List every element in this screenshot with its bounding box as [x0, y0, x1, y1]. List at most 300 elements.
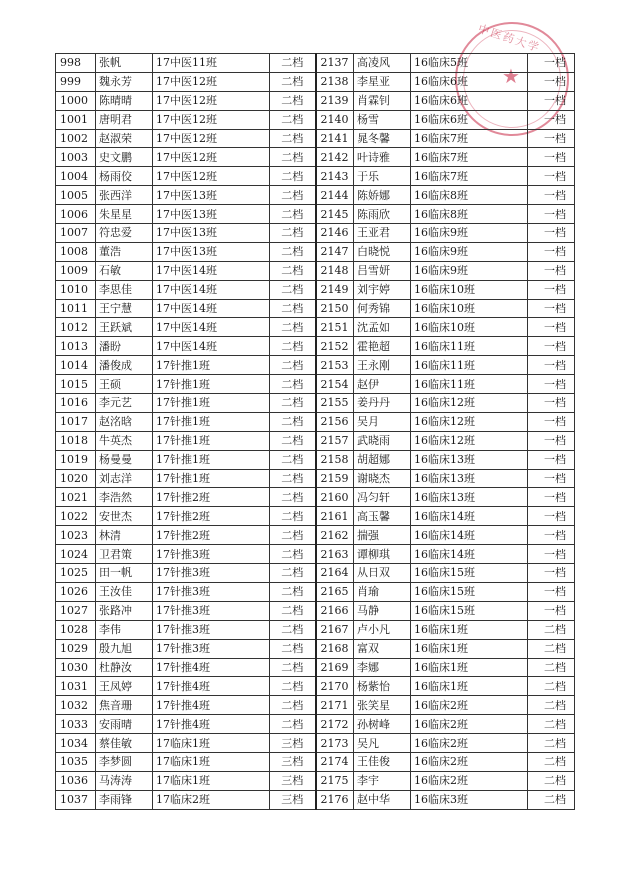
cell-name-left: 董浩: [96, 242, 153, 261]
cell-number-left: 1011: [56, 299, 96, 318]
cell-class-right: 16临床11班: [411, 356, 528, 375]
cell-number-right: 2172: [316, 715, 354, 734]
cell-name-left: 李伟: [96, 620, 153, 639]
cell-grade-right: 一档: [528, 242, 575, 261]
cell-class-right: 16临床1班: [411, 620, 528, 639]
cell-name-left: 符忠爱: [96, 224, 153, 243]
cell-grade-right: 二档: [528, 771, 575, 790]
table-row: [56, 280, 575, 299]
cell-number-left: 1027: [56, 601, 96, 620]
cell-number-right: 2171: [316, 696, 354, 715]
cell-class-right: 16临床6班: [411, 91, 528, 110]
cell-grade-right: 一档: [528, 526, 575, 545]
table-row: [56, 658, 575, 677]
cell-name-right: 杨紫怡: [354, 677, 411, 696]
cell-name-right: 孙树峰: [354, 715, 411, 734]
cell-number-left: 999: [56, 72, 96, 91]
cell-grade-right: 一档: [528, 601, 575, 620]
table-row: [56, 752, 575, 771]
cell-grade-right: 一档: [528, 91, 575, 110]
cell-class-right: 16临床10班: [411, 299, 528, 318]
cell-grade-right: 一档: [528, 375, 575, 394]
cell-number-right: 2164: [316, 564, 354, 583]
table-row: [56, 110, 575, 129]
table-row: [56, 54, 575, 73]
cell-grade-left: 二档: [270, 261, 316, 280]
cell-name-left: 杨雨佼: [96, 167, 153, 186]
cell-number-left: 1029: [56, 639, 96, 658]
cell-number-right: 2153: [316, 356, 354, 375]
cell-class-right: 16临床15班: [411, 582, 528, 601]
cell-class-right: 16临床2班: [411, 696, 528, 715]
cell-number-left: 1018: [56, 431, 96, 450]
cell-name-left: 王凤婷: [96, 677, 153, 696]
table-row: [56, 639, 575, 658]
cell-number-right: 2160: [316, 488, 354, 507]
cell-grade-right: 一档: [528, 469, 575, 488]
cell-class-right: 16临床2班: [411, 771, 528, 790]
cell-class-right: 16临床13班: [411, 469, 528, 488]
cell-grade-right: 一档: [528, 167, 575, 186]
cell-grade-left: 二档: [270, 280, 316, 299]
cell-number-left: 1015: [56, 375, 96, 394]
cell-name-left: 赵洺晗: [96, 412, 153, 431]
cell-grade-left: 二档: [270, 526, 316, 545]
table-row: [56, 677, 575, 696]
cell-name-right: 沈孟如: [354, 318, 411, 337]
cell-class-left: 17针推1班: [153, 450, 270, 469]
cell-grade-right: 一档: [528, 431, 575, 450]
table-row: [56, 224, 575, 243]
cell-number-left: 1003: [56, 148, 96, 167]
cell-number-right: 2173: [316, 734, 354, 753]
cell-class-left: 17针推1班: [153, 394, 270, 413]
cell-name-left: 焦音珊: [96, 696, 153, 715]
cell-number-left: 1017: [56, 412, 96, 431]
cell-name-left: 田一帆: [96, 564, 153, 583]
cell-grade-left: 二档: [270, 545, 316, 564]
cell-number-left: 1014: [56, 356, 96, 375]
cell-grade-right: 一档: [528, 72, 575, 91]
cell-number-right: 2146: [316, 224, 354, 243]
cell-name-right: 赵中华: [354, 790, 411, 809]
cell-number-right: 2150: [316, 299, 354, 318]
cell-class-right: 16临床14班: [411, 545, 528, 564]
cell-number-right: 2141: [316, 129, 354, 148]
cell-name-left: 李雨锋: [96, 790, 153, 809]
cell-class-left: 17中医12班: [153, 148, 270, 167]
cell-name-left: 王跃斌: [96, 318, 153, 337]
cell-number-right: 2166: [316, 601, 354, 620]
cell-class-left: 17针推3班: [153, 639, 270, 658]
cell-class-right: 16临床13班: [411, 488, 528, 507]
cell-grade-left: 二档: [270, 224, 316, 243]
cell-grade-left: 二档: [270, 186, 316, 205]
cell-class-left: 17中医14班: [153, 280, 270, 299]
cell-class-left: 17中医12班: [153, 91, 270, 110]
cell-name-left: 杨曼曼: [96, 450, 153, 469]
cell-grade-right: 一档: [528, 224, 575, 243]
cell-name-right: 姜丹丹: [354, 394, 411, 413]
cell-class-left: 17针推4班: [153, 677, 270, 696]
cell-class-right: 16临床12班: [411, 431, 528, 450]
cell-class-right: 16临床10班: [411, 318, 528, 337]
cell-class-left: 17针推3班: [153, 582, 270, 601]
cell-name-right: 揣强: [354, 526, 411, 545]
cell-name-left: 朱星星: [96, 205, 153, 224]
cell-grade-left: 二档: [270, 54, 316, 73]
cell-class-left: 17针推1班: [153, 356, 270, 375]
cell-grade-left: 二档: [270, 469, 316, 488]
cell-number-left: 1033: [56, 715, 96, 734]
cell-grade-right: 二档: [528, 752, 575, 771]
cell-grade-left: 二档: [270, 129, 316, 148]
cell-name-left: 石敏: [96, 261, 153, 280]
cell-grade-left: 二档: [270, 564, 316, 583]
cell-grade-left: 二档: [270, 582, 316, 601]
cell-class-right: 16临床14班: [411, 507, 528, 526]
cell-name-right: 李娜: [354, 658, 411, 677]
cell-class-left: 17中医13班: [153, 242, 270, 261]
cell-name-left: 李梦圆: [96, 752, 153, 771]
cell-number-left: 1019: [56, 450, 96, 469]
table-row: [56, 356, 575, 375]
cell-name-left: 唐明君: [96, 110, 153, 129]
cell-class-left: 17临床1班: [153, 771, 270, 790]
cell-grade-right: 一档: [528, 582, 575, 601]
cell-number-right: 2137: [316, 54, 354, 73]
cell-grade-left: 二档: [270, 375, 316, 394]
table-row: [56, 771, 575, 790]
cell-grade-left: 二档: [270, 110, 316, 129]
cell-number-left: 1005: [56, 186, 96, 205]
cell-number-left: 1001: [56, 110, 96, 129]
cell-number-left: 1030: [56, 658, 96, 677]
cell-grade-right: 一档: [528, 129, 575, 148]
cell-grade-left: 三档: [270, 790, 316, 809]
cell-class-left: 17中医14班: [153, 318, 270, 337]
cell-name-right: 杨雪: [354, 110, 411, 129]
cell-grade-left: 二档: [270, 601, 316, 620]
cell-name-right: 吴凡: [354, 734, 411, 753]
table-row: [56, 545, 575, 564]
table-row: [56, 205, 575, 224]
cell-class-right: 16临床1班: [411, 639, 528, 658]
cell-grade-right: 二档: [528, 734, 575, 753]
table-row: [56, 91, 575, 110]
cell-class-left: 17针推3班: [153, 545, 270, 564]
cell-number-right: 2145: [316, 205, 354, 224]
cell-class-left: 17中医12班: [153, 72, 270, 91]
cell-name-right: 刘宇婷: [354, 280, 411, 299]
table-row: [56, 129, 575, 148]
cell-number-right: 2154: [316, 375, 354, 394]
table-row: [56, 507, 575, 526]
cell-number-right: 2158: [316, 450, 354, 469]
cell-grade-right: 一档: [528, 356, 575, 375]
cell-number-right: 2168: [316, 639, 354, 658]
table-row: [56, 488, 575, 507]
cell-number-right: 2138: [316, 72, 354, 91]
cell-name-left: 王宁慧: [96, 299, 153, 318]
cell-class-left: 17中医14班: [153, 261, 270, 280]
cell-grade-right: 一档: [528, 488, 575, 507]
cell-name-right: 马静: [354, 601, 411, 620]
cell-name-right: 张笑星: [354, 696, 411, 715]
cell-grade-left: 二档: [270, 318, 316, 337]
cell-grade-left: 二档: [270, 72, 316, 91]
table-row: [56, 431, 575, 450]
cell-grade-left: 三档: [270, 771, 316, 790]
cell-class-left: 17中医12班: [153, 110, 270, 129]
cell-name-right: 高玉馨: [354, 507, 411, 526]
cell-name-left: 李元艺: [96, 394, 153, 413]
cell-number-left: 1032: [56, 696, 96, 715]
cell-class-right: 16临床9班: [411, 242, 528, 261]
cell-grade-left: 三档: [270, 752, 316, 771]
cell-class-left: 17中医12班: [153, 167, 270, 186]
cell-class-right: 16临床2班: [411, 752, 528, 771]
cell-number-left: 1031: [56, 677, 96, 696]
cell-name-left: 牛英杰: [96, 431, 153, 450]
cell-grade-right: 二档: [528, 677, 575, 696]
cell-class-left: 17针推2班: [153, 507, 270, 526]
cell-grade-left: 二档: [270, 620, 316, 639]
cell-grade-left: 二档: [270, 715, 316, 734]
cell-name-left: 安雨晴: [96, 715, 153, 734]
cell-name-left: 安世杰: [96, 507, 153, 526]
cell-class-left: 17中医13班: [153, 186, 270, 205]
cell-number-right: 2163: [316, 545, 354, 564]
table-row: [56, 394, 575, 413]
table-row: [56, 337, 575, 356]
cell-number-left: 1009: [56, 261, 96, 280]
cell-name-right: 从日双: [354, 564, 411, 583]
cell-grade-right: 一档: [528, 450, 575, 469]
cell-grade-left: 二档: [270, 299, 316, 318]
table-row: [56, 242, 575, 261]
cell-grade-right: 一档: [528, 545, 575, 564]
cell-name-right: 白晓悦: [354, 242, 411, 261]
cell-name-left: 蔡佳敏: [96, 734, 153, 753]
cell-class-left: 17临床1班: [153, 734, 270, 753]
table-row: [56, 375, 575, 394]
table-row: [56, 620, 575, 639]
cell-name-left: 张帆: [96, 54, 153, 73]
cell-class-right: 16临床9班: [411, 261, 528, 280]
cell-name-right: 于乐: [354, 167, 411, 186]
cell-grade-right: 一档: [528, 186, 575, 205]
seal-text: 中医药大学: [476, 22, 543, 55]
cell-number-right: 2143: [316, 167, 354, 186]
cell-number-left: 1016: [56, 394, 96, 413]
cell-name-right: 吴月: [354, 412, 411, 431]
cell-class-right: 16临床8班: [411, 205, 528, 224]
cell-name-right: 富双: [354, 639, 411, 658]
cell-name-right: 何秀锦: [354, 299, 411, 318]
cell-name-left: 张西洋: [96, 186, 153, 205]
cell-number-right: 2175: [316, 771, 354, 790]
cell-number-left: 998: [56, 54, 96, 73]
cell-class-right: 16临床7班: [411, 148, 528, 167]
cell-number-left: 1023: [56, 526, 96, 545]
cell-number-left: 1012: [56, 318, 96, 337]
cell-grade-right: 二档: [528, 715, 575, 734]
cell-grade-right: 一档: [528, 412, 575, 431]
cell-number-right: 2176: [316, 790, 354, 809]
cell-name-left: 刘志洋: [96, 469, 153, 488]
cell-class-right: 16临床9班: [411, 224, 528, 243]
cell-name-right: 陈娇娜: [354, 186, 411, 205]
cell-name-left: 潘盼: [96, 337, 153, 356]
cell-grade-left: 二档: [270, 148, 316, 167]
cell-grade-left: 二档: [270, 488, 316, 507]
cell-grade-right: 二档: [528, 620, 575, 639]
cell-number-left: 1006: [56, 205, 96, 224]
cell-number-left: 1024: [56, 545, 96, 564]
cell-number-left: 1026: [56, 582, 96, 601]
cell-grade-right: 一档: [528, 507, 575, 526]
cell-class-left: 17中医13班: [153, 205, 270, 224]
cell-name-right: 晁冬馨: [354, 129, 411, 148]
cell-class-right: 16临床11班: [411, 375, 528, 394]
table-row: [56, 412, 575, 431]
cell-class-left: 17临床2班: [153, 790, 270, 809]
cell-class-right: 16临床8班: [411, 186, 528, 205]
cell-name-left: 王汝佳: [96, 582, 153, 601]
cell-class-right: 16临床10班: [411, 280, 528, 299]
table-row: [56, 186, 575, 205]
cell-number-left: 1004: [56, 167, 96, 186]
cell-class-left: 17针推4班: [153, 658, 270, 677]
cell-grade-left: 二档: [270, 507, 316, 526]
cell-name-left: 卫君策: [96, 545, 153, 564]
cell-grade-right: 一档: [528, 337, 575, 356]
cell-grade-left: 二档: [270, 639, 316, 658]
cell-grade-left: 二档: [270, 412, 316, 431]
cell-number-left: 1022: [56, 507, 96, 526]
cell-grade-right: 二档: [528, 658, 575, 677]
cell-class-left: 17中医11班: [153, 54, 270, 73]
cell-class-left: 17针推1班: [153, 469, 270, 488]
cell-grade-left: 二档: [270, 394, 316, 413]
cell-class-left: 17针推3班: [153, 564, 270, 583]
cell-number-left: 1002: [56, 129, 96, 148]
cell-class-left: 17针推1班: [153, 412, 270, 431]
cell-grade-left: 二档: [270, 658, 316, 677]
cell-class-right: 16临床12班: [411, 394, 528, 413]
cell-grade-left: 二档: [270, 91, 316, 110]
cell-name-right: 李星亚: [354, 72, 411, 91]
cell-class-right: 16临床6班: [411, 110, 528, 129]
cell-number-left: 1035: [56, 752, 96, 771]
cell-class-left: 17中医13班: [153, 224, 270, 243]
cell-grade-left: 二档: [270, 356, 316, 375]
table-row: [56, 148, 575, 167]
cell-grade-right: 一档: [528, 280, 575, 299]
cell-number-right: 2174: [316, 752, 354, 771]
cell-name-right: 高凌风: [354, 54, 411, 73]
cell-class-right: 16临床14班: [411, 526, 528, 545]
cell-number-right: 2167: [316, 620, 354, 639]
cell-class-right: 16临床7班: [411, 129, 528, 148]
cell-number-right: 2139: [316, 91, 354, 110]
cell-grade-right: 一档: [528, 54, 575, 73]
cell-class-left: 17针推4班: [153, 715, 270, 734]
table-row: [56, 72, 575, 91]
table-row: [56, 696, 575, 715]
cell-number-right: 2161: [316, 507, 354, 526]
table-row: [56, 469, 575, 488]
cell-grade-right: 一档: [528, 148, 575, 167]
cell-grade-left: 二档: [270, 167, 316, 186]
table-row: [56, 564, 575, 583]
cell-class-right: 16临床11班: [411, 337, 528, 356]
cell-number-left: 1021: [56, 488, 96, 507]
cell-class-left: 17中医12班: [153, 129, 270, 148]
cell-grade-right: 一档: [528, 394, 575, 413]
table-row: [56, 601, 575, 620]
cell-name-left: 杜静汝: [96, 658, 153, 677]
table-row: [56, 790, 575, 809]
cell-number-right: 2148: [316, 261, 354, 280]
cell-grade-left: 二档: [270, 450, 316, 469]
cell-grade-right: 一档: [528, 299, 575, 318]
cell-name-right: 冯匀轩: [354, 488, 411, 507]
cell-class-right: 16临床2班: [411, 715, 528, 734]
cell-name-left: 李思佳: [96, 280, 153, 299]
cell-number-right: 2165: [316, 582, 354, 601]
cell-name-right: 卢小凡: [354, 620, 411, 639]
cell-grade-right: 一档: [528, 564, 575, 583]
cell-grade-right: 一档: [528, 261, 575, 280]
cell-class-left: 17针推3班: [153, 620, 270, 639]
table-row: [56, 715, 575, 734]
cell-name-right: 武晓雨: [354, 431, 411, 450]
cell-number-right: 2157: [316, 431, 354, 450]
cell-number-left: 1007: [56, 224, 96, 243]
cell-grade-left: 二档: [270, 677, 316, 696]
cell-number-left: 1037: [56, 790, 96, 809]
cell-grade-left: 二档: [270, 337, 316, 356]
cell-name-right: 赵伊: [354, 375, 411, 394]
table-row: [56, 318, 575, 337]
roster-table: [55, 53, 575, 810]
cell-number-left: 1028: [56, 620, 96, 639]
cell-class-left: 17针推1班: [153, 375, 270, 394]
cell-name-right: 陈雨欣: [354, 205, 411, 224]
cell-number-right: 2169: [316, 658, 354, 677]
cell-name-right: 胡超娜: [354, 450, 411, 469]
table-row: [56, 450, 575, 469]
cell-number-left: 1000: [56, 91, 96, 110]
cell-name-left: 马涛涛: [96, 771, 153, 790]
cell-class-right: 16临床15班: [411, 601, 528, 620]
cell-number-right: 2152: [316, 337, 354, 356]
cell-number-right: 2142: [316, 148, 354, 167]
cell-name-left: 赵淑荣: [96, 129, 153, 148]
cell-name-right: 谭柳琪: [354, 545, 411, 564]
cell-class-right: 16临床1班: [411, 677, 528, 696]
cell-grade-right: 一档: [528, 205, 575, 224]
cell-grade-right: 二档: [528, 639, 575, 658]
cell-grade-right: 一档: [528, 318, 575, 337]
cell-name-right: 谢晓杰: [354, 469, 411, 488]
cell-number-right: 2159: [316, 469, 354, 488]
cell-class-left: 17中医14班: [153, 337, 270, 356]
cell-number-left: 1036: [56, 771, 96, 790]
cell-grade-right: 二档: [528, 790, 575, 809]
